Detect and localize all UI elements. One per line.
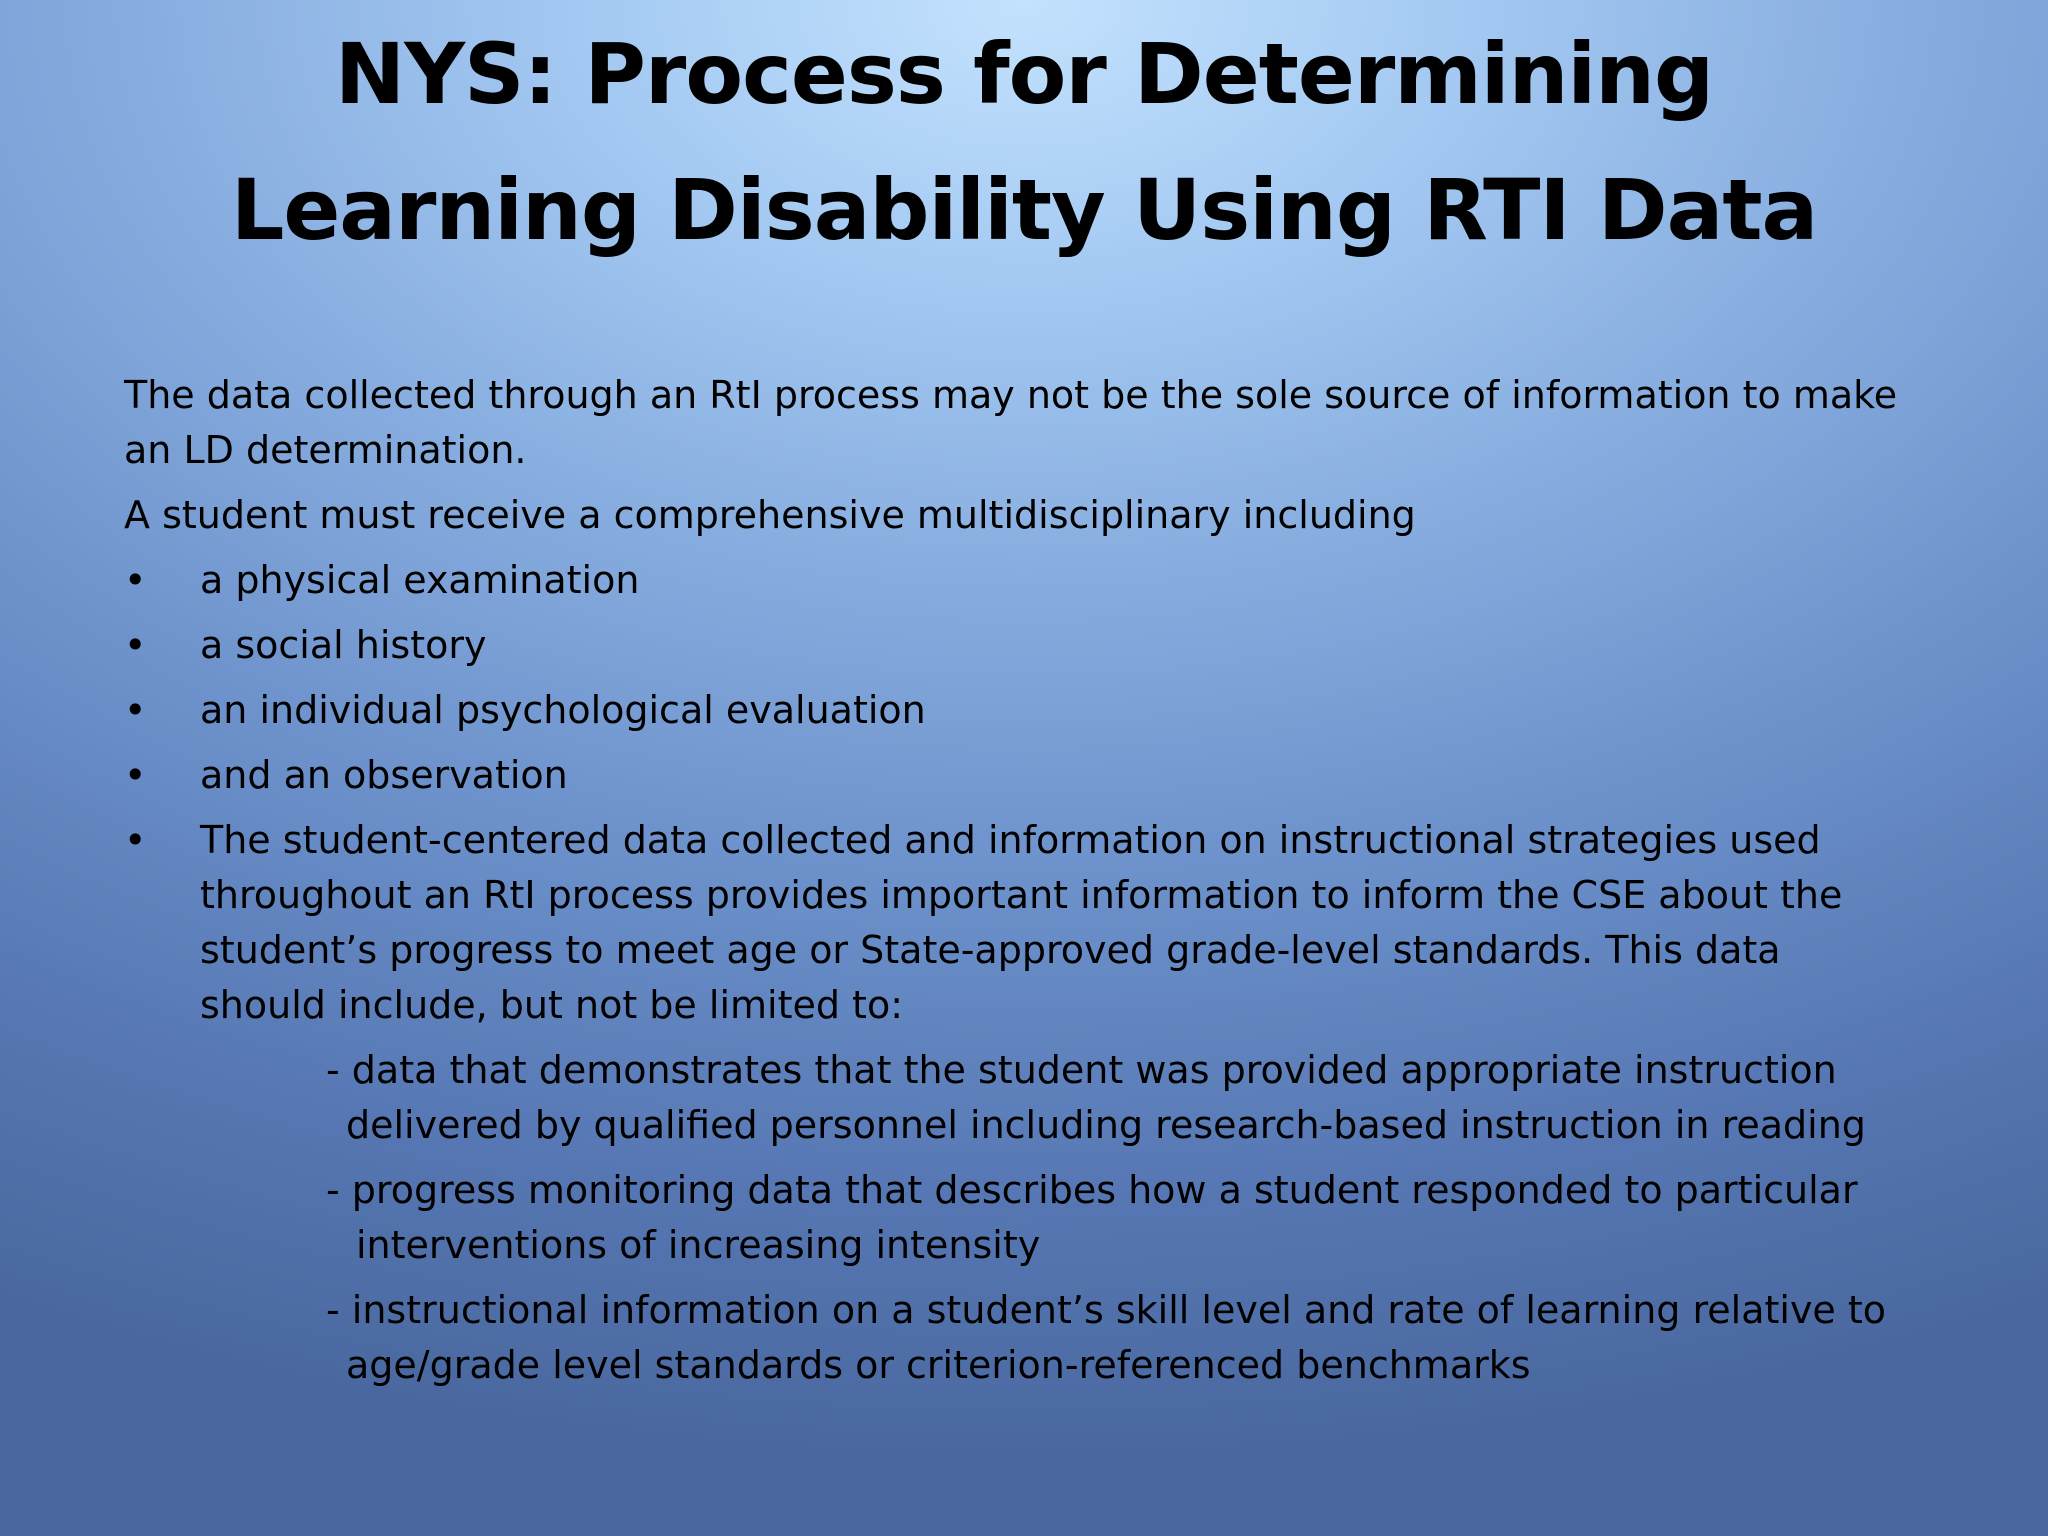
sub-item-line-2: interventions of increasing intensity [356, 1223, 1041, 1267]
slide-body [124, 368, 1904, 1403]
bullet-text: an individual psychological evaluation [200, 688, 926, 732]
sub-item-line-1: - data that demonstrates that the student was provided appropriate instruction [326, 1048, 1837, 1092]
sub-item-line-2: delivered by qualified personnel including research-based instruction in reading [346, 1103, 1866, 1147]
sub-item [124, 1163, 1904, 1273]
sub-item-line-1: - progress monitoring data that describes how a student responded to particular [326, 1168, 1858, 1212]
bullet-text: a physical examination [200, 558, 640, 602]
bullet-text: and an observation [200, 753, 568, 797]
bullet-text: a social history [200, 623, 487, 667]
bullet-item [124, 553, 1904, 608]
sub-item-line-2: age/grade level standards or criterion-referenced benchmarks [346, 1343, 1531, 1387]
bullet-dot: • [124, 753, 147, 797]
bullet-dot: • [124, 688, 147, 732]
bullet-item [124, 813, 1904, 1033]
bullet-item [124, 618, 1904, 673]
intro-paragraph: The data collected through an RtI process may not be the sole source of information to make an LD determination. [124, 373, 1898, 472]
bullet-item [124, 748, 1904, 803]
slide-title-line-1: NYS: Process for Determining [334, 25, 1714, 123]
bullet-dot: • [124, 558, 147, 602]
sub-item-line-1: - instructional information on a student’s skill level and rate of learning relative to [326, 1288, 1887, 1332]
bullet-dot: • [124, 818, 147, 862]
bullet-dot: • [124, 623, 147, 667]
slide-title [0, 6, 2048, 278]
slide-title-line-2: Learning Disability Using RTI Data [230, 161, 1818, 259]
requirement-paragraph: A student must receive a comprehensive multidisciplinary including [124, 493, 1416, 537]
sub-item [124, 1043, 1904, 1153]
sub-item [124, 1283, 1904, 1393]
bullet-item [124, 683, 1904, 738]
bullet-text: The student-centered data collected and information on instructional strategies used throughout an RtI process provides important information to inform the CSE about the student’s progress to meet age or State-approved grade-level standards. This data should include, but not be limited to: [200, 818, 1843, 1027]
